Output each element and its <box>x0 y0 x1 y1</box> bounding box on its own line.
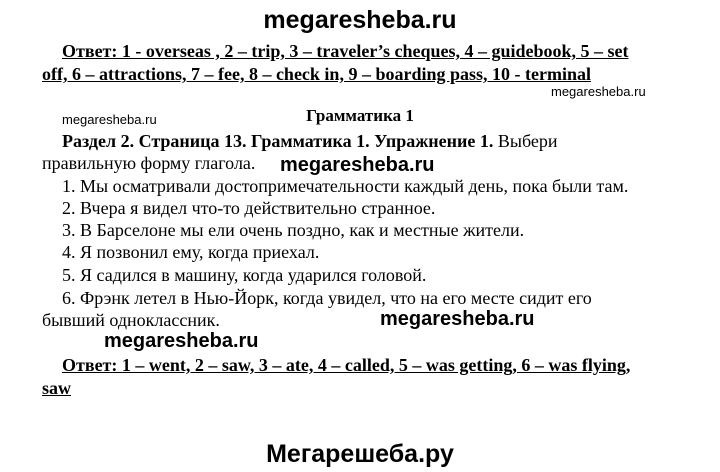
watermark-mid-1: megaresheba.ru <box>280 154 435 176</box>
watermark-small-right: megaresheba.ru <box>551 84 646 99</box>
sentence-3: 3. В Барселоне мы ели очень поздно, как и местные жители. <box>62 220 525 240</box>
sentence-4: 4. Я позвонил ему, когда приехал. <box>62 242 320 262</box>
watermark-bottom: Мегарешеба.ру <box>266 440 454 468</box>
task-line-2: правильную форму глагола. <box>42 153 256 173</box>
answer-1-line-1: Ответ: 1 - overseas , 2 – trip, 3 – traveler’s cheques, 4 – guidebook, 5 – set <box>62 41 629 61</box>
sentence-1: 1. Мы осматривали достопримечательности каждый день, пока были там. <box>62 176 629 196</box>
section-title: Грамматика 1 <box>306 106 414 125</box>
answer-1-line-2: off, 6 – attractions, 7 – fee, 8 – check in, 9 – boarding pass, 10 - terminal <box>42 64 591 84</box>
task-line-1 <box>62 130 558 152</box>
answer-2-line-2: saw <box>42 378 72 398</box>
watermark-mid-3: megaresheba.ru <box>104 330 259 352</box>
sentence-2: 2. Вчера я видел что-то действительно странное. <box>62 198 436 218</box>
watermark-mid-2: megaresheba.ru <box>380 308 535 330</box>
watermark-top: megaresheba.ru <box>263 6 457 34</box>
sentence-6: 6. Фрэнк летел в Нью-Йорк, когда увидел, что на его месте сидит его <box>62 288 592 308</box>
watermark-small-left: megaresheba.ru <box>62 112 157 127</box>
task-instruction: Выбери <box>493 131 558 151</box>
answer-2-line-1: Ответ: 1 – went, 2 – saw, 3 – ate, 4 – called, 5 – was getting, 6 – was flying, <box>62 355 631 375</box>
task-heading: Раздел 2. Страница 13. Грамматика 1. Упражнение 1. <box>62 131 494 151</box>
sentence-6-continued: бывший одноклассник. <box>42 310 220 330</box>
sentence-5: 5. Я садился в машину, когда ударился головой. <box>62 265 427 285</box>
